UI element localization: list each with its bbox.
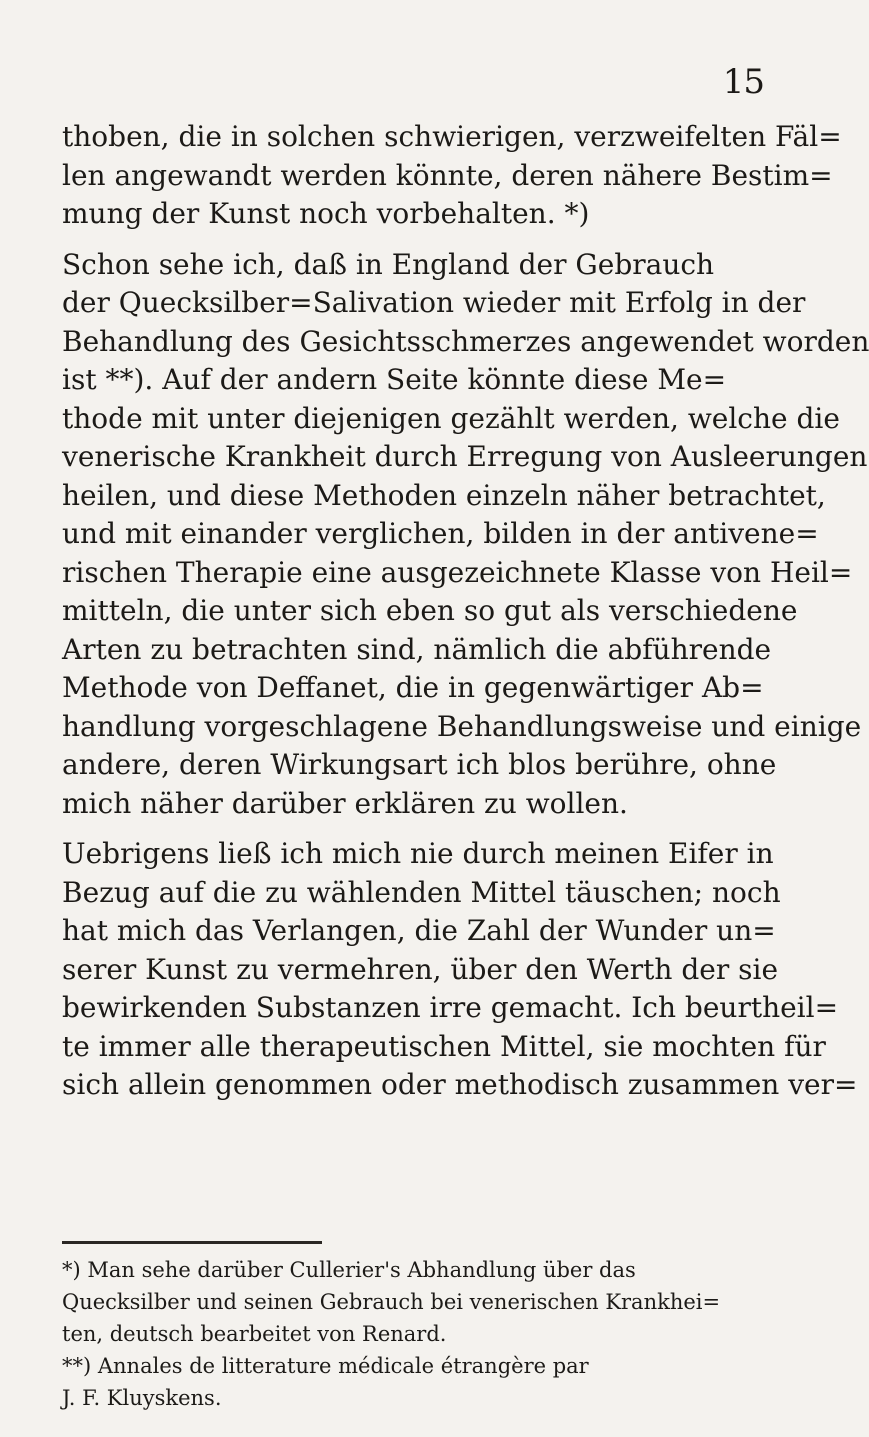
text-line: andere, deren Wirkungsart ich blos berühre, ohne	[62, 748, 777, 781]
text-line: rischen Therapie eine ausgezeichnete Klasse von Heil=	[62, 555, 853, 589]
footnote	[62, 1254, 782, 1350]
text-line: serer Kunst zu vermehren, über den Werth der sie	[62, 952, 779, 986]
footnote-divider	[62, 1241, 322, 1244]
text-line: und mit einander verglichen, bilden in der antivene=	[62, 517, 819, 550]
text-line: der Quecksilber=Salivation wieder mit Erfolg in der	[62, 286, 806, 319]
text-line: len angewandt werden könnte, deren nähere Bestim=	[62, 158, 833, 192]
paragraph-gap	[62, 234, 782, 246]
footnote	[62, 1350, 782, 1414]
footnote-line: J. F. Kluyskens.	[62, 1386, 222, 1410]
body-text	[62, 118, 869, 1105]
text-line: thode mit unter diejenigen gezählt werden, welche die	[62, 401, 840, 435]
footnotes	[62, 1254, 782, 1414]
text-line: Methode von Deffanet, die in gegenwärtiger Ab=	[62, 671, 764, 704]
text-line: mung der Kunst noch vorbehalten. *)	[62, 197, 590, 230]
text-line: Arten zu betrachten sind, nämlich die abführende	[62, 632, 772, 666]
footnote-line: ten, deutsch bearbeitet von Renard.	[62, 1322, 447, 1346]
text-line: Behandlung des Gesichtsschmerzes angewendet worden	[62, 324, 869, 358]
text-line: venerische Krankheit durch Erregung von Ausleerungen	[62, 440, 868, 473]
text-line: mich näher darüber erklären zu wollen.	[62, 786, 628, 820]
paragraph	[62, 835, 858, 1105]
footnote-line: Quecksilber und seinen Gebrauch bei venerischen Krankhei=	[62, 1290, 721, 1314]
text-line: mitteln, die unter sich eben so gut als verschiedene	[62, 594, 798, 627]
paragraph	[62, 246, 869, 824]
page-number: 15	[722, 62, 764, 102]
text-line: thoben, die in solchen schwierigen, verzweifelten Fäl=	[62, 120, 842, 153]
text-line: Schon sehe ich, daß in England der Gebrauch	[62, 247, 715, 281]
footnote-line: **) Annales de litterature médicale étrangère par	[62, 1354, 589, 1378]
footnote-line: *) Man sehe darüber Cullerier's Abhandlung über das	[62, 1258, 636, 1282]
text-line: sich allein genommen oder methodisch zusammen ver=	[62, 1068, 858, 1101]
paragraph	[62, 118, 842, 234]
text-line: Uebrigens ließ ich mich nie durch meinen Eifer in	[62, 837, 774, 870]
text-line: heilen, und diese Methoden einzeln näher betrachtet,	[62, 478, 826, 512]
text-line: bewirkenden Substanzen irre gemacht. Ich beurtheil=	[62, 991, 839, 1024]
text-line: ist **). Auf der andern Seite könnte diese Me=	[62, 363, 727, 396]
text-line: Bezug auf die zu wählenden Mittel täuschen; noch	[62, 875, 781, 909]
paragraph-gap	[62, 823, 782, 835]
text-line: te immer alle therapeutischen Mittel, sie mochten für	[62, 1029, 826, 1063]
text-line: handlung vorgeschlagene Behandlungsweise und einige	[62, 709, 862, 743]
text-line: hat mich das Verlangen, die Zahl der Wunder un=	[62, 914, 776, 947]
